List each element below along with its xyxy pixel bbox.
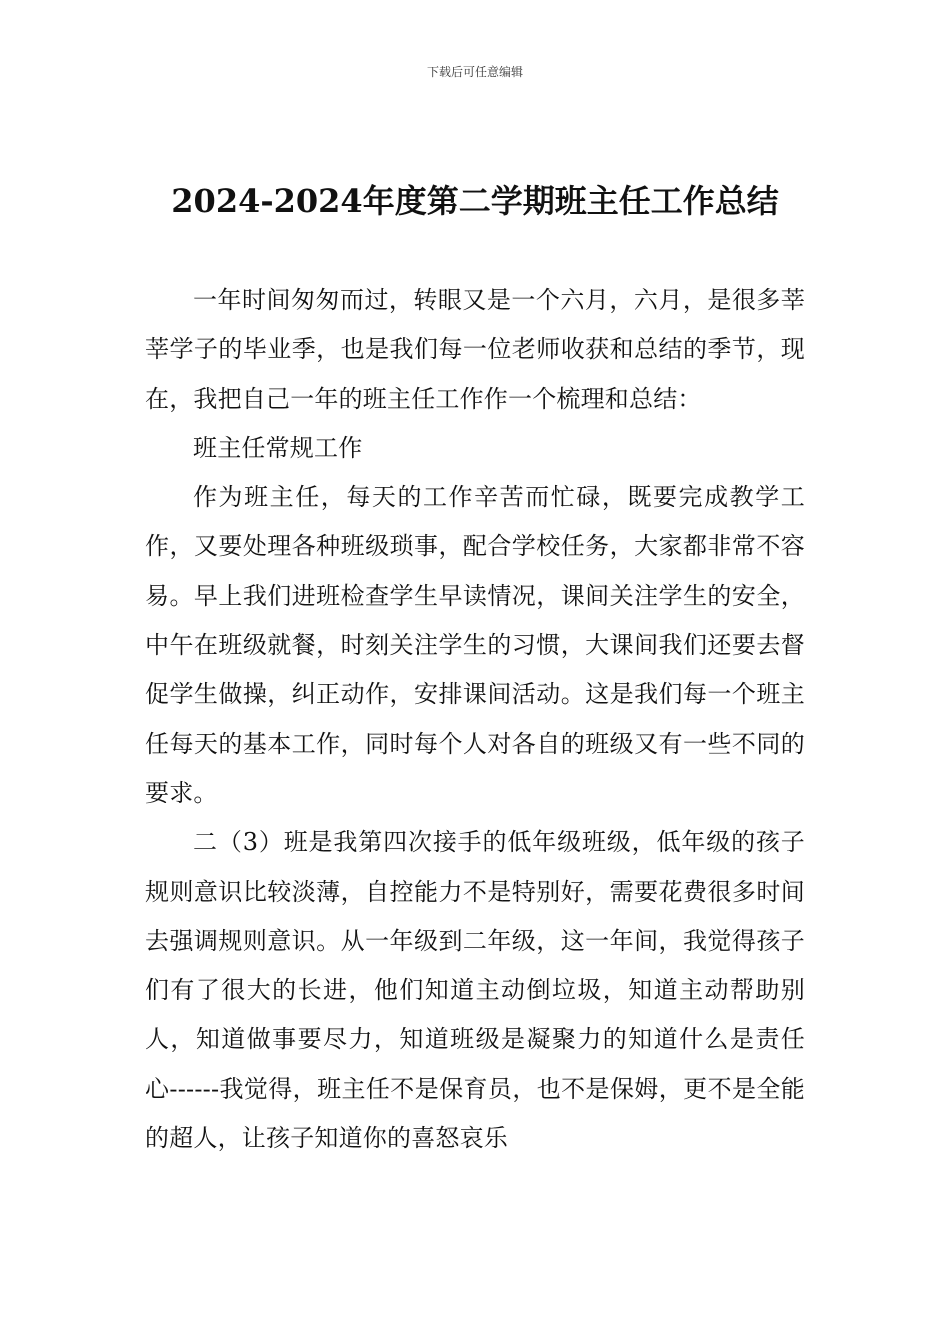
document-title: 2024-2024年度第二学期班主任工作总结 bbox=[171, 182, 779, 220]
document-body bbox=[145, 276, 805, 1163]
paragraph-section-heading: 班主任常规工作 bbox=[193, 433, 363, 462]
paragraph-intro: 一年时间匆匆而过，转眼又是一个六月，六月，是很多莘莘学子的毕业季，也是我们每一位老师收获和总结的季节，现在，我把自己一年的班主任工作作一个梳理和总结： bbox=[145, 286, 805, 413]
paragraph-daily-work: 作为班主任，每天的工作辛苦而忙碌，既要完成教学工作，又要处理各种班级琐事，配合学校任务，大家都非常不容易。早上我们进班检查学生早读情况，课间关注学生的安全，中午在班级就餐，时刻关注学生的习惯，大课间我们还要去督促学生做操，纠正动作，安排课间活动。这是我们每一个班主任每天的基本工作，同时每个人对各自的班级又有一些不同的要求。 bbox=[145, 483, 805, 807]
page-header-note: 下载后可任意编辑 bbox=[426, 65, 523, 79]
paragraph-class-description: 二（3）班是我第四次接手的低年级班级，低年级的孩子规则意识比较淡薄，自控能力不是特别好，需要花费很多时间去强调规则意识。从一年级到二年级，这一年间，我觉得孩子们有了很大的长进，他们知道主动倒垃圾，知道主动帮助别人，知道做事要尽力，知道班级是凝聚力的知道什么是责任心------我觉得，班主任不是保育员，也不是保姆，更不是全能的超人，让孩子知道你的喜怒哀乐 bbox=[145, 828, 805, 1153]
